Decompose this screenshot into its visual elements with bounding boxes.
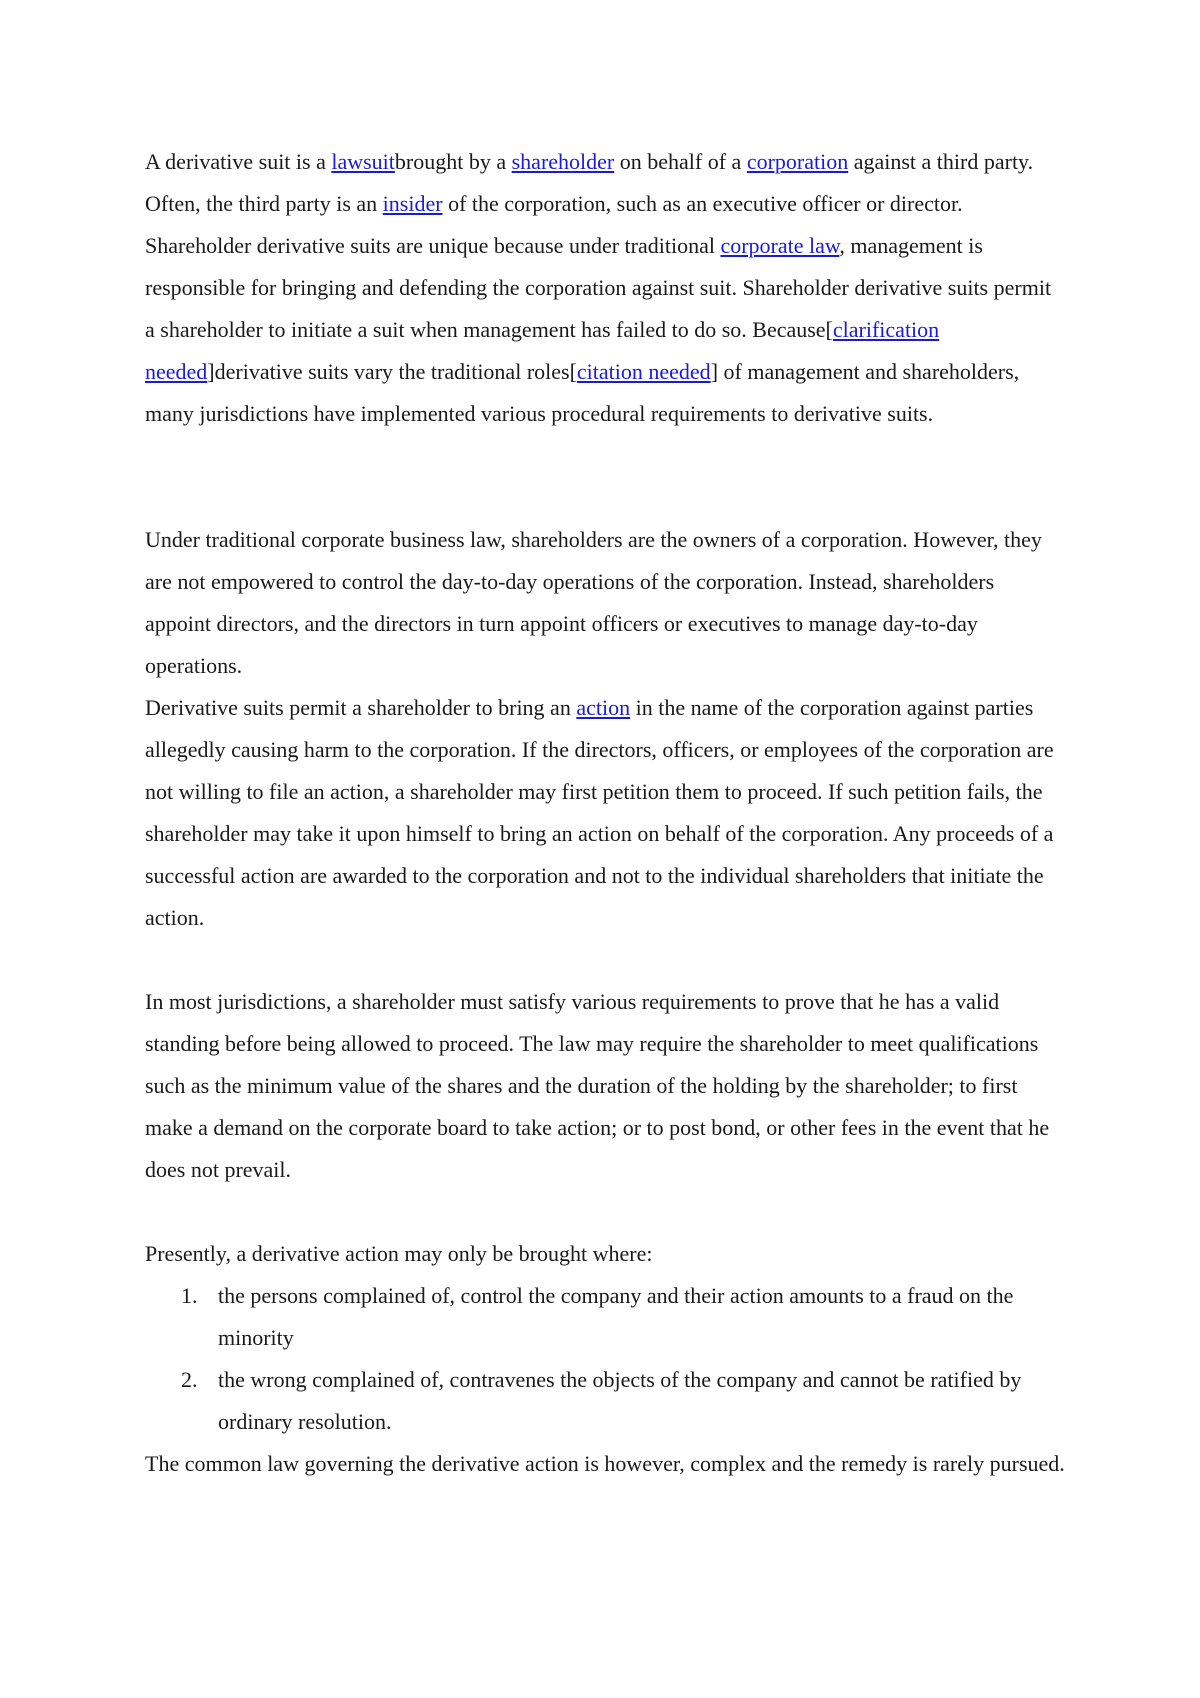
list-item-number: 1. bbox=[181, 1283, 198, 1308]
link-insider[interactable]: insider bbox=[382, 191, 443, 216]
text-span: against a third party. Often, the third party is an bbox=[145, 149, 1034, 216]
link-corporation[interactable]: corporation bbox=[746, 149, 849, 174]
text-span: of the corporation, such as an executive officer or director. Shareholder derivative suits are unique because under traditional bbox=[145, 191, 963, 258]
text-span: in the name of the corporation against parties allegedly causing harm to the corporation. If the directors, officers, or employees of the corporation are not willing to file an action, a shareholder may first petition them to proceed. If such petition fails, the shareholder may take it upon himself to bring an action on behalf of the corporation. Any proceeds of a successful action are awarded to the corporation and not to the individual shareholders that initiate the action. bbox=[145, 695, 1054, 930]
document-body bbox=[145, 141, 1065, 1485]
link-lawsuit[interactable]: lawsuit bbox=[331, 149, 395, 174]
link-shareholder[interactable]: shareholder bbox=[511, 149, 615, 174]
text-span: brought by a bbox=[394, 149, 512, 174]
text-span: ]derivative suits vary the traditional roles[ bbox=[207, 359, 577, 384]
text-span: on behalf of a bbox=[614, 149, 747, 174]
paragraph-jurisdictions: In most jurisdictions, a shareholder must satisfy various requirements to prove that he has a valid standing before being allowed to proceed. The law may require the shareholder to meet qualifications such as the minimum value of the shares and the duration of the holding by the shareholder; to first make a demand on the corporate board to take action; or to post bond, or other fees in the event that he does not prevail. bbox=[145, 989, 1050, 1182]
paragraph-derivative-suit-definition bbox=[145, 141, 1065, 435]
text-span: A derivative suit is a bbox=[145, 149, 332, 174]
link-action[interactable]: action bbox=[576, 695, 631, 720]
list-item-number: 2. bbox=[181, 1367, 198, 1392]
list-item bbox=[145, 1275, 1065, 1359]
list-item-text: the persons complained of, control the company and their action amounts to a fraud on the minority bbox=[218, 1283, 1014, 1350]
paragraph-derivative-suits-permit bbox=[145, 687, 1065, 939]
link-clarification-needed[interactable]: clarification needed bbox=[145, 317, 940, 384]
link-citation-needed[interactable]: citation needed bbox=[576, 359, 711, 384]
conditions-list bbox=[145, 1275, 1065, 1443]
paragraph-traditional-law: Under traditional corporate business law, shareholders are the owners of a corporation. However, they are not empowered to control the day-to-day operations of the corporation. Instead, shareholders appoint directors, and the directors in turn appoint officers or executives to manage day-to-day operations. bbox=[145, 527, 1042, 678]
list-item bbox=[145, 1359, 1065, 1443]
paragraph-common-law: The common law governing the derivative action is however, complex and the remedy is rarely pursued. bbox=[145, 1451, 1065, 1476]
text-span: , management is responsible for bringing and defending the corporation against suit. Shareholder derivative suits permit a shareholder to initiate a suit when management has failed to do so. Because[ bbox=[145, 233, 1052, 342]
link-corporate-law[interactable]: corporate law bbox=[720, 233, 840, 258]
paragraph-presently: Presently, a derivative action may only be brought where: bbox=[145, 1241, 653, 1266]
text-span: Derivative suits permit a shareholder to bring an bbox=[145, 695, 577, 720]
text-span: ] of management and shareholders, many jurisdictions have implemented various procedural requirements to derivative suits. bbox=[145, 359, 1020, 426]
list-item-text: the wrong complained of, contravenes the objects of the company and cannot be ratified by ordinary resolution. bbox=[218, 1367, 1022, 1434]
